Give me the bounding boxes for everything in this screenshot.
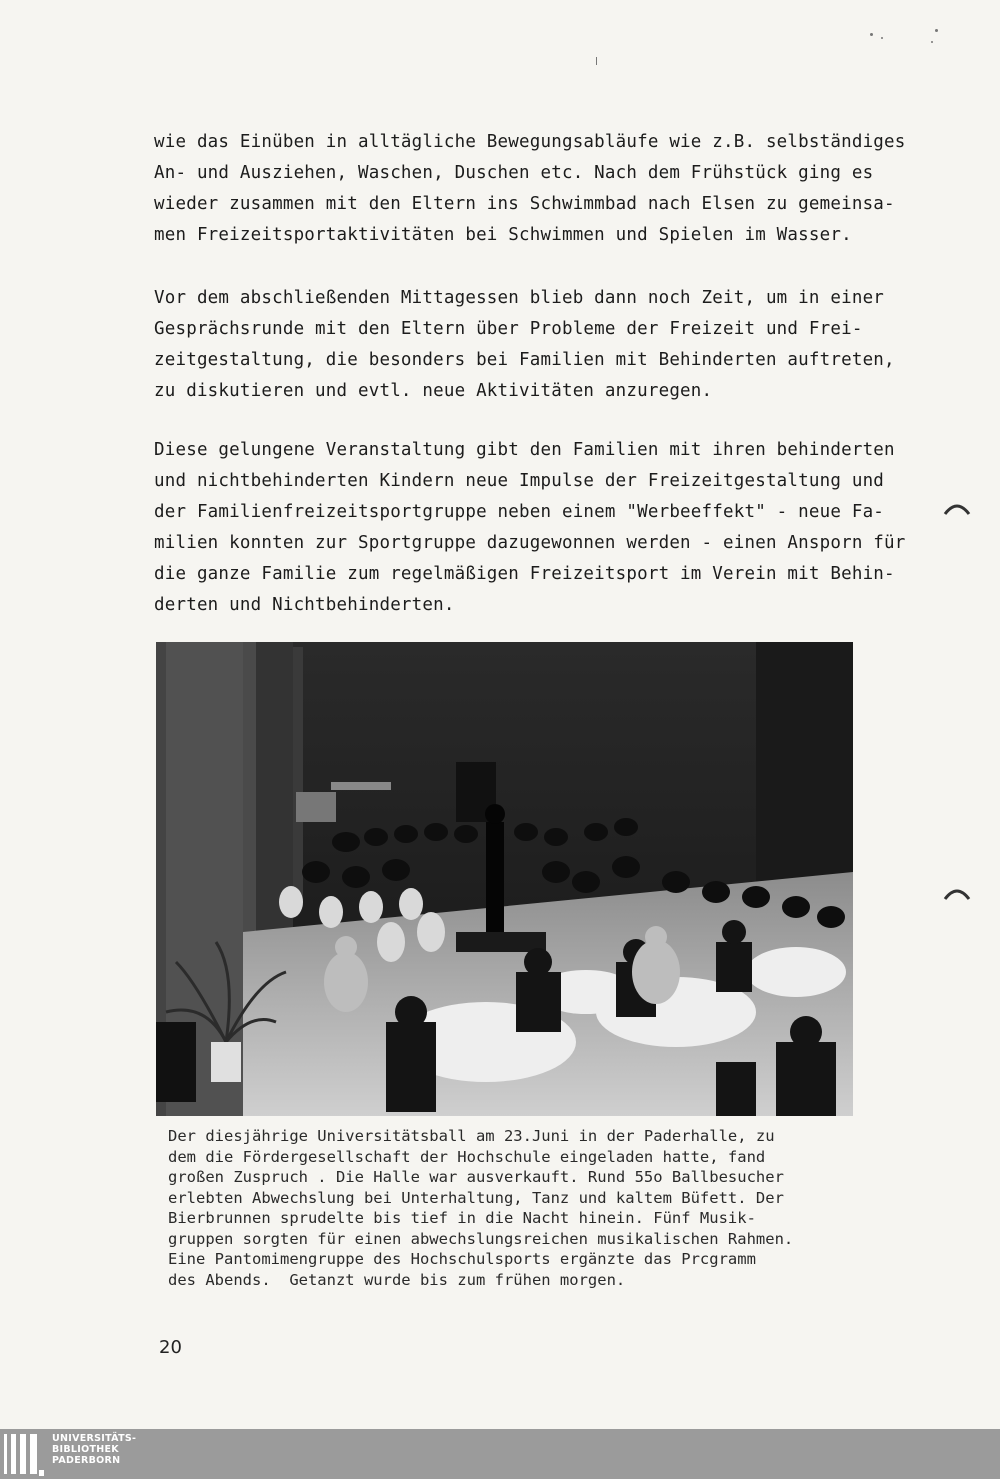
paragraph-1 — [154, 127, 906, 251]
text-line: men Freizeitsportaktivitäten bei Schwimmen und Spielen im Wasser. — [154, 225, 852, 245]
library-name-line: PADERBORN — [52, 1455, 121, 1466]
text-line: zeitgestaltung, die besonders bei Familien mit Behinderten auftreten, — [154, 350, 895, 370]
photo-illustration — [156, 642, 853, 1116]
library-name-line: BIBLIOTHEK — [52, 1444, 119, 1455]
library-footer-bar — [0, 1429, 1000, 1479]
caption-line: großen Zuspruch . Die Halle war ausverkauft. Rund 55o Ballbesucher — [168, 1168, 784, 1186]
caption-line: Eine Pantomimengruppe des Hochschulsports ergänzte das Prcgramm — [168, 1250, 756, 1268]
caption-line: Der diesjährige Universitätsball am 23.Juni in der Paderhalle, zu — [168, 1127, 775, 1145]
caption-line: Bierbrunnen sprudelte bis tief in die Nacht hinein. Fünf Musik- — [168, 1209, 756, 1227]
caption-line: des Abends. Getanzt wurde bis zum frühen morgen. — [168, 1270, 626, 1289]
caption-line: dem die Fördergesellschaft der Hochschule eingeladen hatte, fand — [168, 1147, 766, 1166]
text-line: die ganze Familie zum regelmäßigen Freizeitsport im Verein mit Behin- — [154, 564, 895, 584]
text-line: An- und Ausziehen, Waschen, Duschen etc. Nach dem Frühstück ging es — [154, 163, 874, 183]
text-line: Vor dem abschließenden Mittagessen blieb dann noch Zeit, um in einer — [154, 288, 885, 308]
text-line: milien konnten zur Sportgruppe dazugewonnen werden - einen Ansporn für — [154, 533, 906, 553]
punch-hole-mark-icon — [943, 885, 971, 901]
text-line: wie das Einüben in alltägliche Bewegungsabläufe wie z.B. selbständiges — [154, 132, 906, 152]
text-line: und nichtbehinderten Kindern neue Impulse der Freizeitgestaltung und — [154, 471, 885, 491]
library-name-line: UNIVERSITÄTS- — [52, 1433, 137, 1444]
caption-line: erlebten Abwechslung bei Unterhaltung, Tanz und kaltem Büfett. Der — [168, 1188, 784, 1207]
library-logo-icon — [2, 1432, 46, 1478]
text-line: wieder zusammen mit den Eltern ins Schwimmbad nach Elsen zu gemeinsa- — [154, 194, 895, 214]
text-line: der Familienfreizeitsportgruppe neben einem "Werbeeffekt" - neue Fa- — [154, 502, 885, 522]
page-number: 20 — [159, 1337, 182, 1358]
paragraph-2 — [154, 283, 895, 407]
concert-hall-photo — [156, 642, 853, 1116]
paragraph-3 — [154, 435, 906, 621]
text-line: zu diskutieren und evtl. neue Aktivitäten anzuregen. — [154, 381, 713, 401]
caption-line: gruppen sorgten für einen abwechslungsreichen musikalischen Rahmen. — [168, 1229, 794, 1248]
library-name — [52, 1433, 136, 1466]
text-line: Gesprächsrunde mit den Eltern über Probleme der Freizeit und Frei- — [154, 319, 863, 339]
punch-hole-mark-icon — [943, 500, 971, 516]
text-line: Diese gelungene Veranstaltung gibt den Familien mit ihren behinderten — [154, 440, 895, 460]
text-line: derten und Nichtbehinderten. — [154, 595, 455, 615]
photo-caption — [168, 1126, 868, 1290]
